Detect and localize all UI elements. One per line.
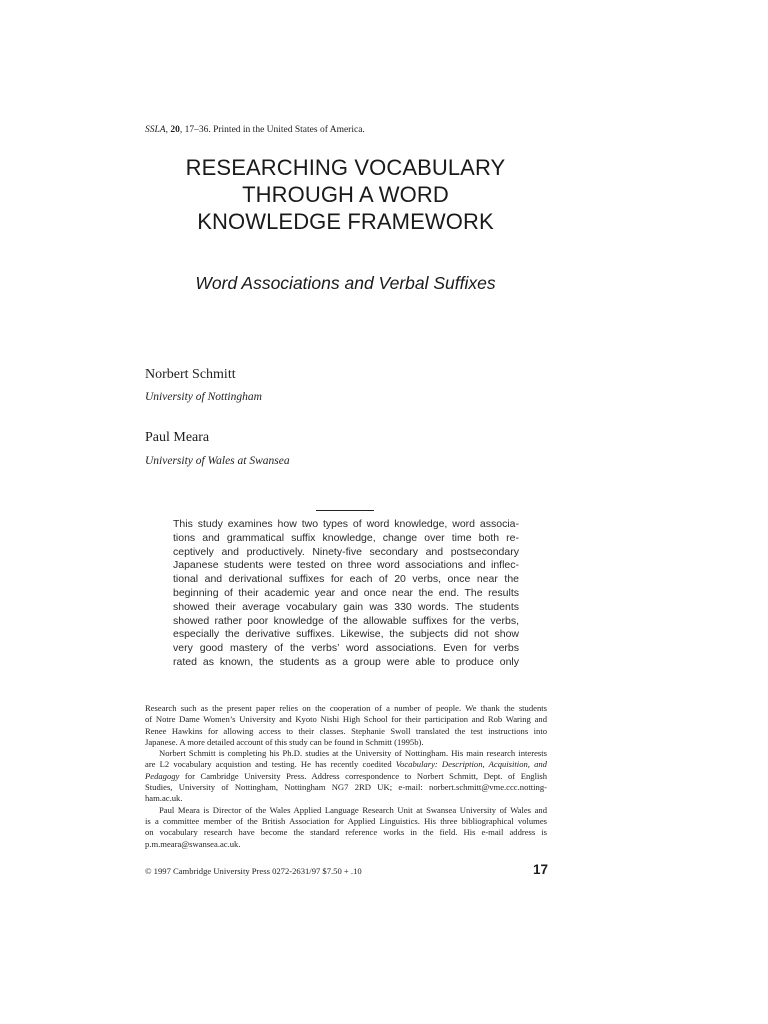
abstract-line: showed their average vocabulary gain was 330 words. The students: [173, 600, 519, 613]
abstract-line: rated as known, the students as a group were able to produce only: [173, 655, 519, 668]
abstract-line: beginning of their academic year and once near the end. The results: [173, 586, 519, 599]
abstract: [173, 518, 519, 670]
note-line: of Notre Dame Women’s University and Kyoto Nishi High School for their participation and Rob Waring and: [145, 714, 547, 725]
abstract-line: ceptively and productively. Ninety-five secondary and postsecondary: [173, 545, 519, 558]
author-affiliation: University of Nottingham: [145, 391, 262, 403]
note-text: are L2 vocabulary acquistion and testing. He has recently coedited: [145, 759, 396, 770]
note-line: Renee Hawkins for allowing access to their classes. Stephanie Swoll translated the test instructions into: [145, 725, 547, 736]
title-line: KNOWLEDGE FRAMEWORK: [197, 209, 494, 234]
article-title: [145, 154, 546, 235]
note-line: Research such as the present paper relies on the cooperation of a number of people. We thank the students: [145, 703, 547, 713]
abstract-line: This study examines how two types of word knowledge, word associa-: [173, 518, 519, 530]
note-line: ham.ac.uk.: [145, 793, 183, 804]
author-affiliation: University of Wales at Swansea: [145, 455, 290, 467]
author-notes: [145, 703, 547, 850]
note-line: Paul Meara is Director of the Wales Applied Language Research Unit at Swansea University of Wales and: [159, 804, 547, 815]
abstract-line: showed rather poor knowledge of the allowable suffixes for the verbs,: [173, 614, 519, 627]
book-title-text: Vocabulary: Description, Acquisition, and: [395, 759, 547, 770]
note-line: Japanese. A more detailed account of this study can be found in Schmitt (1995b).: [145, 736, 424, 747]
section-divider: [316, 510, 374, 511]
book-title-text: Pedagogy: [145, 770, 180, 781]
note-line: Norbert Schmitt is completing his Ph.D. studies at the University of Nottingham. His main research interests: [159, 748, 547, 759]
note-line: [145, 759, 547, 770]
note-line: Studies, University of Nottingham, Nottingham NG7 2RD UK; e-mail: norbert.schmitt@vme.ccc.notting-: [145, 782, 547, 793]
abstract-line: tional and derivational suffixes for each of 20 verbs, once near the: [173, 573, 519, 586]
author-name: Paul Meara: [145, 430, 210, 445]
note-line: [145, 771, 547, 782]
abstract-line: especially the derivative suffixes. Likewise, the subjects did not show: [173, 628, 519, 641]
author-name: Norbert Schmitt: [145, 367, 236, 382]
note-text: for Cambridge University Press. Address correspondence to Norbert Schmitt, Dept. of English: [179, 770, 547, 781]
journal-citation: [145, 124, 545, 136]
note-line: on vocabulary research have become the standard reference works in the field. His e-mail address is: [145, 827, 547, 838]
journal-volume: 20: [170, 125, 180, 135]
note-line: p.m.meara@swansea.ac.uk.: [145, 838, 241, 849]
abstract-line: very good mastery of the verbs’ word associations. Even for verbs: [173, 642, 519, 655]
page-number: 17: [532, 862, 548, 877]
abstract-line: tions and grammatical suffix knowledge, change over time both re-: [173, 531, 519, 544]
journal-pages-note: , 17–36. Printed in the United States of America.: [179, 125, 365, 135]
article-subtitle: Word Associations and Verbal Suffixes: [195, 273, 496, 293]
copyright-line: © 1997 Cambridge University Press 0272-2631/97 $7.50 + .10: [145, 866, 362, 876]
journal-abbrev: SSLA,: [145, 125, 168, 135]
abstract-line: Japanese students were tested on three word associations and inflec-: [173, 559, 519, 572]
title-line: THROUGH A WORD: [242, 182, 449, 207]
note-line: is a committee member of the British Association for Applied Linguistics. His three bibliographical volumes: [145, 815, 547, 826]
title-line: RESEARCHING VOCABULARY: [185, 155, 506, 180]
